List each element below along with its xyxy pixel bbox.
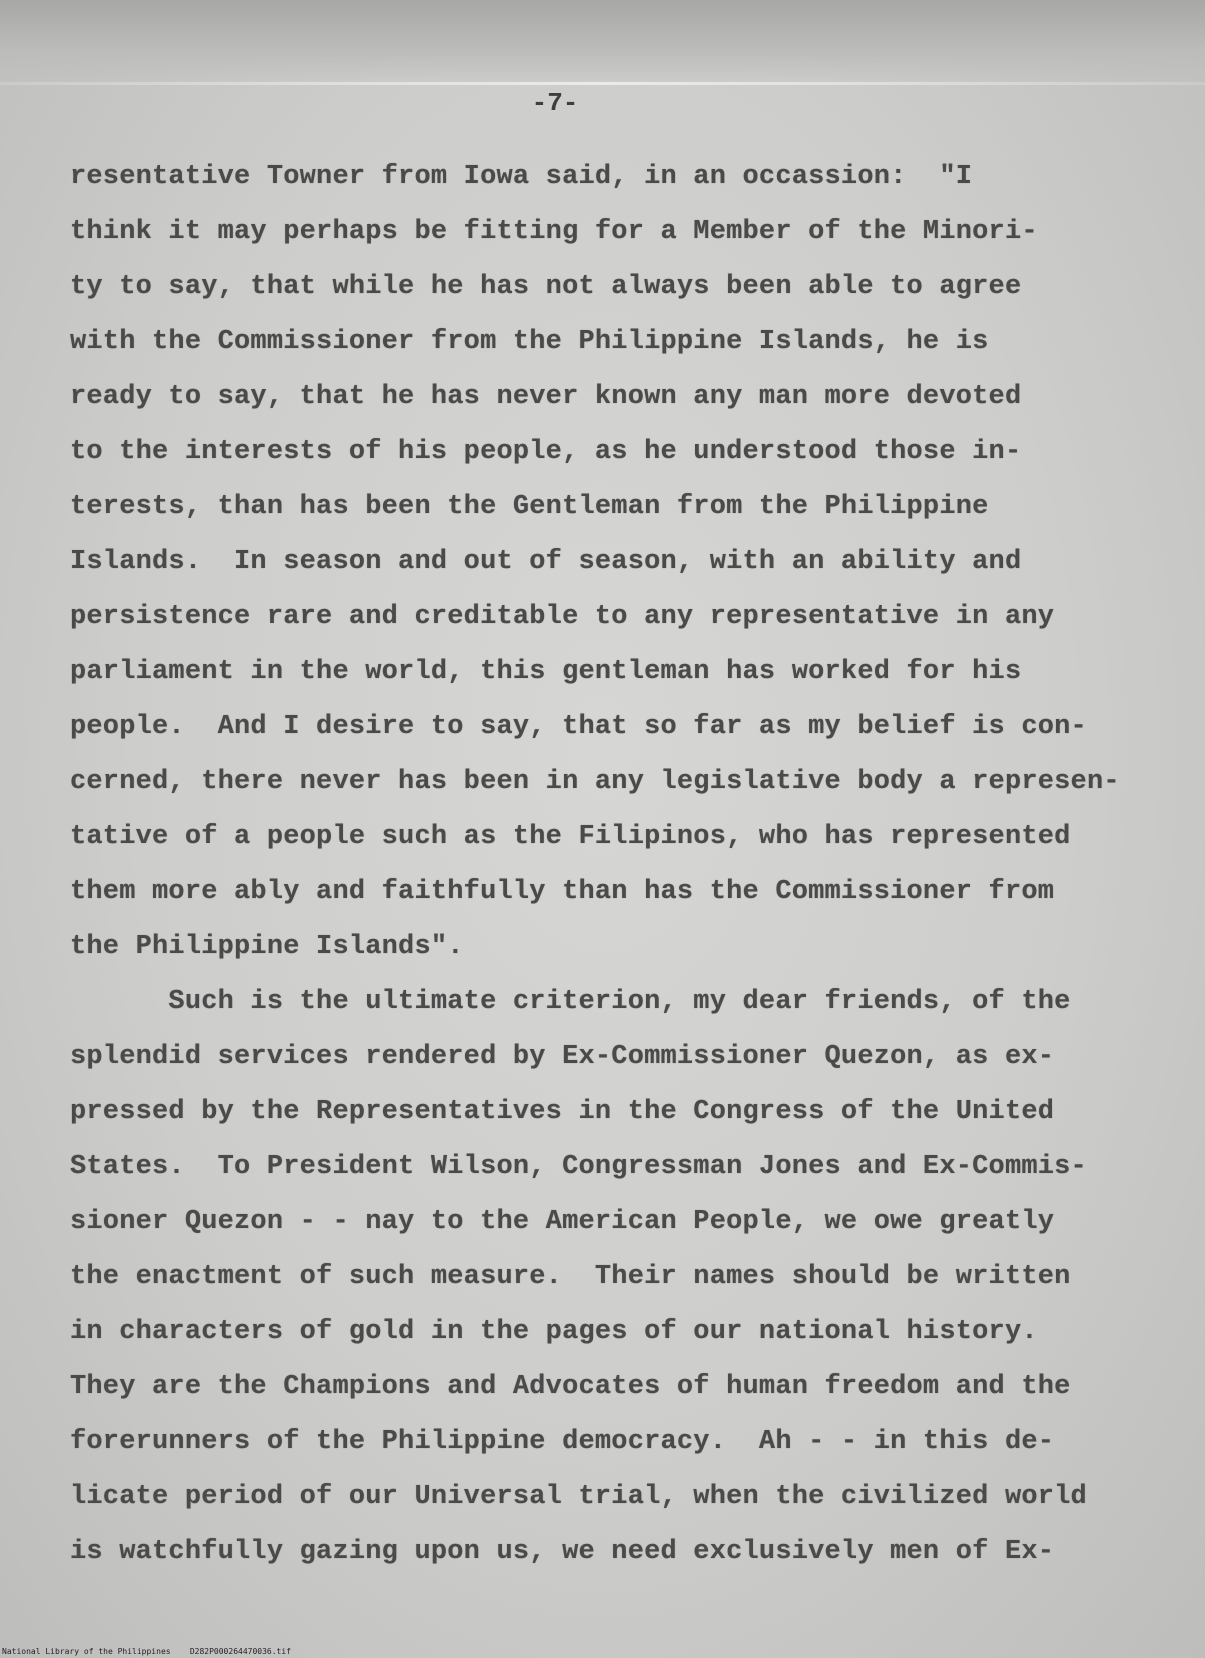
archive-footer-caption: National Library of the Philippines D282P000264470036.tif <box>2 1647 291 1656</box>
text-line: licate period of our Universal trial, when the civilized world <box>70 1482 1087 1512</box>
text-line: to the interests of his people, as he understood those in- <box>70 437 1022 467</box>
text-line: the Philippine Islands". <box>70 932 464 962</box>
text-line: people. And I desire to say, that so far as my belief is con- <box>70 712 1087 742</box>
text-line: in characters of gold in the pages of our national history. <box>70 1317 1038 1347</box>
text-line: think it may perhaps be fitting for a Member of the Minori- <box>70 217 1038 247</box>
text-line: resentative Towner from Iowa said, in an occassion: "I <box>70 162 973 192</box>
text-line: persistence rare and creditable to any representative in any <box>70 602 1055 632</box>
text-line: cerned, there never has been in any legislative body a represen- <box>70 767 1120 797</box>
text-line: forerunners of the Philippine democracy. Ah - - in this de- <box>70 1427 1055 1457</box>
text-line: ty to say, that while he has not always been able to agree <box>70 272 1022 302</box>
text-line: ready to say, that he has never known any man more devoted <box>70 382 1022 412</box>
text-line: Islands. In season and out of season, with an ability and <box>70 547 1022 577</box>
typewritten-text-body <box>70 150 1190 1580</box>
text-line: parliament in the world, this gentleman has worked for his <box>70 657 1022 687</box>
text-line: States. To President Wilson, Congressman Jones and Ex-Commis- <box>70 1152 1087 1182</box>
text-line: sioner Quezon - - nay to the American People, we owe greatly <box>70 1207 1055 1237</box>
text-line: the enactment of such measure. Their names should be written <box>70 1262 1071 1292</box>
page-number: -7- <box>531 88 579 118</box>
text-line: them more ably and faithfully than has the Commissioner from <box>70 877 1055 907</box>
text-line: They are the Champions and Advocates of human freedom and the <box>70 1372 1071 1402</box>
text-line: Such is the ultimate criterion, my dear friends, of the <box>70 987 1071 1017</box>
text-line: splendid services rendered by Ex-Commissioner Quezon, as ex- <box>70 1042 1055 1072</box>
text-line: with the Commissioner from the Philippine Islands, he is <box>70 327 989 357</box>
scan-top-shadow <box>0 0 1205 85</box>
text-line: terests, than has been the Gentleman from the Philippine <box>70 492 989 522</box>
scan-crease-line <box>0 82 1205 85</box>
text-line: is watchfully gazing upon us, we need exclusively men of Ex- <box>70 1537 1055 1567</box>
text-line: tative of a people such as the Filipinos, who has represented <box>70 822 1071 852</box>
text-line: pressed by the Representatives in the Congress of the United <box>70 1097 1055 1127</box>
